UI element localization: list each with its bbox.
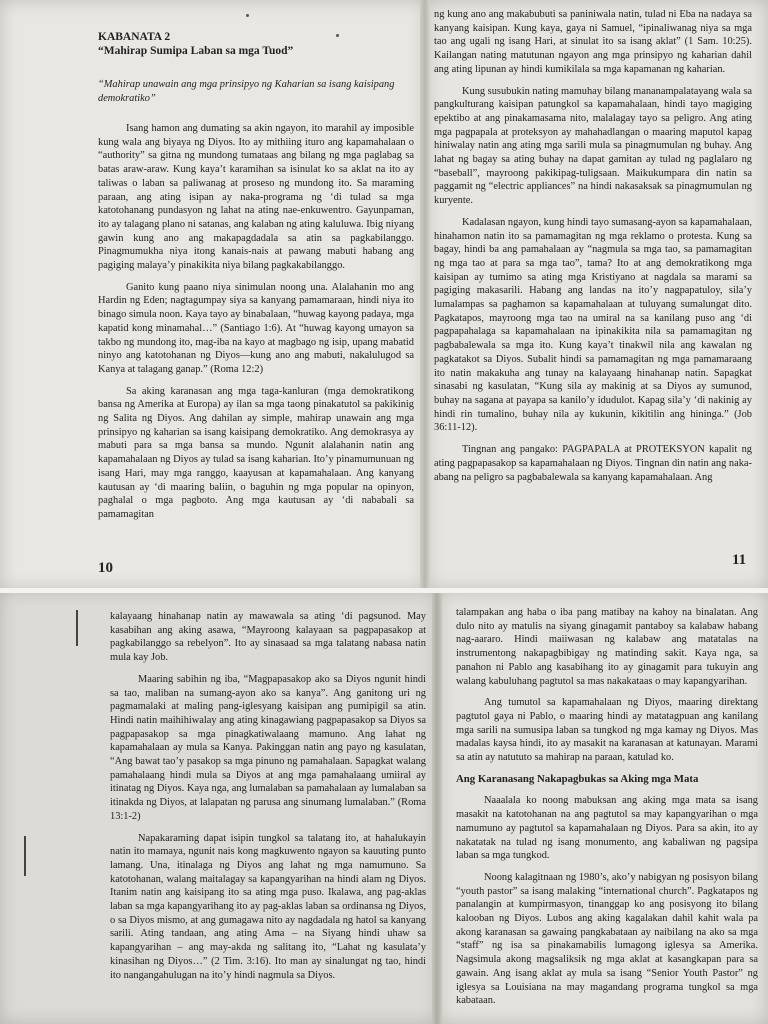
page-13-body (456, 606, 758, 1016)
page-number: 10 (98, 560, 113, 576)
scan-seam (0, 588, 768, 593)
paragraph: Tingnan ang pangako: PAGPAPALA at PROTEKSYON kapalit ng ating pagpapasakop sa kapamahalaan ng Diyos. Tingnan din natin ang naka-abang na peligro sa pagbabalewala sa kanyang kapamahalaan. Ang (434, 444, 752, 483)
paragraph: Kung susubukin nating mamuhay bilang mananampalatayang wala sa pangkulturang kaisipan patungkol sa kapamahalaan, hindi tayo magiging epektibo at ang pinakamasama nito, malalagay tayo sa peligro. Ang ating mga pagpapala at proteksyon ay mahahadlangan o maaring maputol kapag hiniwalay natin ang ating mga sarili mula sa pinagmumulan ng buhay. Ang lahat ng bagay sa ating buhay na dapat gamitan ay tulad ng paglalaro ng “baseball”, mayroong pakikipag-tuligsaan. Maikukumpara din natin sa paggamit ng “electric appliances” na hindi nakasaksak sa pinagmumulan ng kuryente. (434, 85, 752, 207)
chapter-epigraph: “Mahirap unawain ang mga prinsipyo ng Kaharian sa isang kaisipang demokratiko” (98, 79, 395, 104)
chapter-header (98, 30, 293, 58)
book-page-11 (426, 0, 768, 590)
paragraph: Kadalasan ngayon, kung hindi tayo sumasang-ayon sa kapamahalaan, hinahamon natin ito sa pamamagitan ng mga reklamo o protesta. Kung sa bagay, hindi ba ang pamahalaan ay “nagmula sa mga tao, sa pamamagitan ng mga tao at para sa mga tao”, tama? Ito at ang demokratikong mga kaisipan ay tumimo sa ating mga Kristiyano at nagdala sa marami sa pagiging makasarili. Habang ang landas na ito’y nagpapatuloy, sila’y lumalampas sa paghamon sa kapamahalaan at tuluyang sumalungat dito. Pagkatapos, mayroong mga tao na umiral na sa kanilang puso ang ‘di pagpapahalaga sa kapamahalaan na ipinakikita nila sa pamamagitan ng pagbabalewala sa mga ito. Kung kaya’t tinakwil nila ang kawalan ng pagkatakot sa Diyos. Subalit hindi sa pamamagitan ng mga pamamaraang ito natin makakuha ang tunay na kalayaang hinahanap natin. Sapagkat sinasabi ng kasulatan, “Kung sila ay makinig at sa Diyos ay sumunod, buhay na sagana at payapa sa kanilo’y idudulot. Kapag sila’y ‘di nakinig ay hindi rin tumalino, buhay nila ay kukunin, kikitilin ang hininga.” (Job 36:11-12). (434, 216, 752, 434)
paragraph: Noong kalagitnaan ng 1980’s, ako’y nabigyan ng posisyon bilang “youth pastor” sa isang malaking “international church”. Pagkatapos ng panalangin at kumpirmasyon, tinanggap ko ang posisyong ito bilang kalooban ng Diyos. Lubos ang aking kagalakan dahil kahit wala pa akong karanasan sa gawaing pangkabataan ay naibilang na ako sa mga “staff” ng isa sa pinakamabilis lumagong iglesya sa Amerika. Nagsimula akong magsaliksik ng mga aklat at kasangkapan para sa gawain. Ang isang aklat ay mula sa isang “Senior Youth Pastor” ng iglesya sa Louisiana na may magandang programa tungkol sa mga kabataan. (456, 871, 758, 1007)
paragraph: Ang tumutol sa kapamahalaan ng Diyos, maaring direktang pagtutol gaya ni Pablo, o maaring hindi ay matatagpuan ang kanilang mga sarili na sumusipa laban sa tungkod ng mga kamay ng Diyos. Mas madalas kaysa hindi, ito ay masakit na karanasan at katunayan. Marami sa atin ay natututo sa mahirap na paraan, katulad ko. (456, 697, 758, 764)
section-heading: Ang Karanasang Nakapagbukas sa Aking mga Mata (456, 772, 699, 785)
page-12-body (110, 610, 426, 990)
paragraph: Maaring sabihin ng iba, “Magpapasakop ako sa Diyos ngunit hindi sa tao, maliban na sumang-ayon ako sa kanya”. Ang ganitong uri ng pagmamalaki at maling pang-iglesyang kaisipan ang pumipigil sa atin. Hindi natin maihihiwalay ang ating kinagawiang pagpapasakop sa Diyos sa pagpapasakop sa mga pinagkatiwalaang mamuno. Ang lahat ng kapamahalaan ay mula sa Kanya. Pakinggan natin ang payo ng kasulatan, “Ang bawat tao’y pasakop sa mga pinuno ng pamahalaan. Sapagkat walang pamahalaang hindi mula sa Diyos at ang mga pamahalaang umiiral ay itinatag ng Diyos. Kaya nga, ang lumalaban sa pamahalaan ay lumalaban sa itinakda ng Diyos, at lalapatan ng parusa ang sinumang lumalaban.” (Roma 13:1-2) (110, 673, 426, 822)
paragraph: Ganito kung paano niya sinimulan noong una. Alalahanin mo ang Hardin ng Eden; nagtagumpay siya sa kanyang pamamaraan, hindi niya ito binago simula noon. Kaya tayo ay binabalaan, “huwag kayong padaya, mga kapatid kong minamahal…” (Santiago 1:6). At “huwag kayong umayon sa takbo ng mundong ito, mag-iba na kayo at magbago ng isip, upang mabatid ninyo ang katotohanan ng Diyos—kung ano ang mabuti, nakalulugod sa Kanya at talagang ganap.” (Roma 12:2) (98, 281, 414, 375)
book-page-13 (438, 590, 768, 1024)
margin-mark (24, 836, 26, 876)
book-page-12 (0, 590, 438, 1024)
paragraph: Naaalala ko noong mabuksan ang aking mga mata sa isang masakit na katotohanan na ang pagtutol sa may kapangyarihan o mga namumuno ay pagtutol sa kapamahalaan ng Diyos. Para sa akin, ito ay nakatatak na tulad ng isang monumento, ang kabaliwan ng pagsipa laban sa mga tungkod. (456, 795, 758, 862)
paragraph: kalayaang hinahanap natin ay mawawala sa ating ‘di pagsunod. May kasabihan ang aking asawa, “Mayroong kalayaan sa pagpapasakop at pagkabilanggo sa rebelyon”. Ito ay sinasaad sa mga talatang nabasa natin mula kay Job. (110, 611, 426, 664)
paragraph: Napakaraming dapat isipin tungkol sa talatang ito, at hahalukayin natin ito mamaya, ngunit nais kong magkuwento ngayon sa kauuting punto lamang. Una, itinalaga ng Diyos ang lahat ng mga namumuno. Sa katotohanan, walang maitalagay sa kapangyarihan na hindi alam ng Diyos. Itanim natin ang kaisipang ito sa ating mga puso. Ikalawa, ang pag-aklas laban sa mga kapangyarihang ito ay pag-aklas laban sa ordinansa ng Diyos, o sa Diyos mismo, at ang gumagawa nito ay nagdadala ng hatol sa kanyang sarili. Ating tandaan, ang ating Ama – na Siyang hindi uhaw sa kapangyarihan – ang may-akda ng salitang ito, “Lahat ng kasulata’y kinasihan ng Diyos…” (2 Tim. 3:16). Ito man ay sinalungat ng tao, hindi ito nangangahulugan na ito’y hindi nagmula sa Diyos. (110, 832, 426, 981)
paragraph: talampakan ang haba o iba pang matibay na kahoy na binalatan. Ang dulo nito ay matulis na siyang ginagamit pantaboy sa kalabaw habang nag-aararo. Hindi maiiwasan ng kalabaw ang matatalas na instrumentong nakapagbibigay ng matinding sakit. Kaya nga, sa panahon ni Pablo ang kasabihang ito ay ginagamit para tukuyin ang walang kabuluhang pagtutol sa mas nakakataas o may kapangyarihan. (456, 607, 758, 687)
paragraph: Sa aking karanasan ang mga taga-kanluran (mga demokratikong bansa ng Amerika at Europa) ay ilan sa mga taong pinakatutol sa pakikinig ng Salita ng Diyos. Ang dahilan ay simple, mahirap unawain ang mga prinsipyo ng kaharian sa isang kaisipang demokratiko. Ang demokrasya ay mabuti para sa mga bansa sa mundo. Ngunit alalahanin natin ang kapamahalaan ng Diyos ay tulad sa isang kaharian. Ito’y pinamumunuan ng isang Hari, may mga ranggo, kaayusan at kapamahalaan. Ang kanyang kautusan ay ‘di maaring baliin, o baguhin ng mga popular na opinyon, paghalal o mga pagboto. Ang mga kautusan ay ‘di nababali sa pamamagitan (98, 385, 414, 520)
speck (336, 34, 339, 37)
page-number: 11 (732, 552, 747, 568)
book-gutter (432, 590, 442, 1024)
chapter-label: KABANATA 2 (98, 31, 171, 43)
chapter-title: “Mahirap Sumipa Laban sa mga Tuod” (98, 45, 294, 57)
book-page-10 (0, 0, 426, 590)
margin-mark (76, 610, 78, 646)
paragraph: ng kung ano ang makabubuti sa paniniwala natin, tulad ni Eba na nadaya sa kanyang kaisipan. Kung kaya, gaya ni Samuel, “ipinaliwanag niya sa mga tao ang ugali ng isang Hari, at sinulat ito sa isang aklat” (1 Sam. 10:25). Kailangan nating matutunan ngayon ang mga prinsipyo ng kaharian dahil ang ating lipunan ay hindi kumikilala sa mga kapamanan ng kaharian. (434, 9, 752, 75)
page-10-body (98, 122, 414, 530)
paragraph: Isang hamon ang dumating sa akin ngayon, ito marahil ay imposible kung wala ang biyaya ng Diyos. Ito ay mithiing ituro ang kapamahalaan o “authority” sa gitna ng mundong tumataas ang bilang ng mga paglabag sa batas araw-araw. Kung kaya’t karamihan sa isinulat ko sa aklat na ito ay taliwas o laban sa paliwanag at proseso ng mundong ito. Sa maraming paraan, ang ating isipan ay naka-programa ng ‘di tulad sa mga katotohanang pundasyon ng lahat na ating nae-enkuwentro. Gayunpaman, ito ay talagang plano ni satanas, ang kalaban ng ating kaluluwa. Ibig niyang gawin kung ano ang makapagdadala sa atin sa pagkabilanggo. Pinagmumukha niya itong kanais-nais at pawang mabuti habang ang pagiging malaya’y pinakikita niya bilang pagkakabilanggo. (98, 123, 414, 272)
speck (246, 14, 249, 17)
page-11-body (434, 8, 752, 492)
book-gutter (420, 0, 430, 590)
